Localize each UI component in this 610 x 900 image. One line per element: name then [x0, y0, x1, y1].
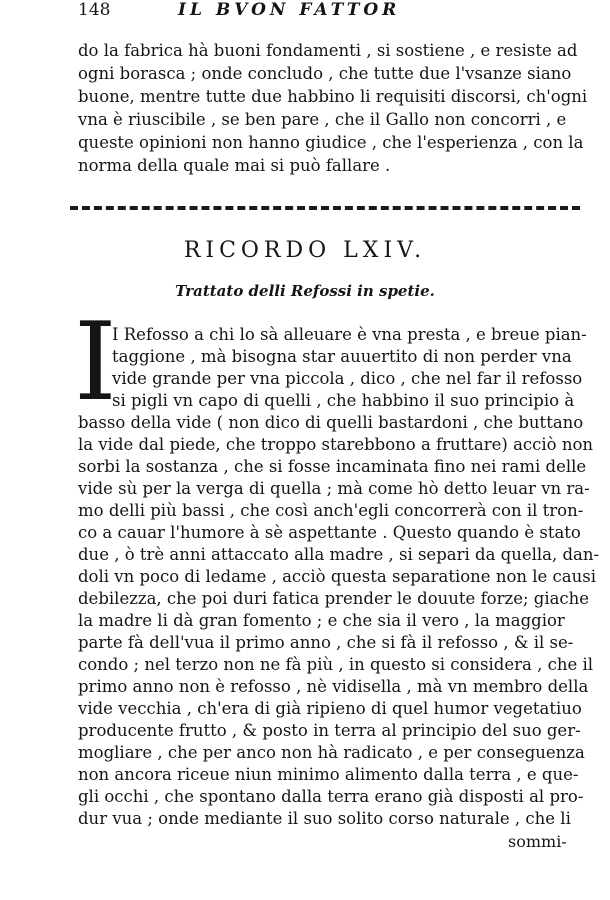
text-line: la madre li dà gran fomento ; e che sia il vero , la maggior — [78, 611, 565, 630]
text-line: mo delli più bassi , che così anch'egli concorrerà con il tron- — [78, 501, 584, 520]
text-line: si pigli vn capo di quelli , che habbino il suo principio à — [112, 391, 575, 410]
text-line: sorbi la sostanza , che si fosse incaminata fino nei rami delle — [78, 457, 587, 476]
text-line: non ancora riceue niun minimo alimento dalla terra , e que- — [78, 765, 579, 784]
text-line: norma della quale mai si può fallare . — [78, 156, 391, 175]
text-line: taggione , mà bisogna star auuertito di non perder vna — [112, 347, 572, 366]
text-line: dur vua ; onde mediante il suo solito corso naturale , che li — [78, 809, 571, 828]
text-line: primo anno non è refosso , nè vidisella , mà vn membro della — [78, 677, 589, 696]
text-line: due , ò trè anni attaccato alla madre , si separi da quella, dan- — [78, 545, 600, 564]
text-line: co a cauar l'humore à sè aspettante . Questo quando è stato — [78, 523, 581, 542]
text-line: vide sù per la verga di quella ; mà come hò detto leuar vn ra- — [78, 479, 590, 498]
text-line: ogni borasca ; onde concludo , che tutte due l'vsanze siano — [78, 64, 572, 83]
text-line: debilezza, che poi duri fatica prender le douute forze; giache — [78, 589, 590, 608]
text-line: queste opinioni non hanno giudice , che l'esperienza , con la — [78, 133, 584, 152]
text-line: mogliare , che per anco non hà radicato , e per conseguenza — [78, 743, 585, 762]
text-line: I Refosso a chi lo sà alleuare è vna presta , e breue pian- — [112, 325, 587, 344]
text-line: producente frutto , & posto in terra al principio del suo ger- — [78, 721, 581, 740]
text-line: gli occhi , che spontano dalla terra erano già disposti al pro- — [78, 787, 584, 806]
running-title: IL BVON FATTOR — [178, 0, 401, 20]
drop-cap: I — [74, 300, 117, 425]
text-line: doli vn poco di ledame , acciò questa separatione non le causi — [78, 567, 596, 586]
text-line: buone, mentre tutte due habbino li requisiti discorsi, ch'ogni — [78, 87, 588, 106]
text-line: vide vecchia , ch'era di già ripieno di quel humor vegetatiuo — [78, 699, 582, 718]
text-line: condo ; nel terzo non ne fà più , in questo si considera , che il — [78, 655, 594, 674]
text-line: vide grande per vna piccola , dico , che nel far il refosso — [112, 369, 583, 388]
page-number: 148 — [78, 0, 111, 20]
text-line: parte fà dell'vua il primo anno , che si fà il refosso , & il se- — [78, 633, 574, 652]
text-line: basso della vide ( non dico di quelli bastardoni , che buttano — [78, 413, 584, 432]
text-line: vna è riuscibile , se ben pare , che il Gallo non concorri , e — [78, 110, 567, 129]
chapter-subtitle: Trattato delli Refossi in spetie. — [175, 282, 435, 300]
text-line: do la fabrica hà buoni fondamenti , si sostiene , e resiste ad — [78, 41, 578, 60]
ornamental-rule — [70, 206, 580, 210]
catchword: sommi- — [508, 832, 567, 851]
chapter-title: RICORDO LXIV. — [183, 238, 427, 263]
text-line: la vide dal piede, che troppo starebbono a fruttare) acciò non — [78, 435, 594, 454]
